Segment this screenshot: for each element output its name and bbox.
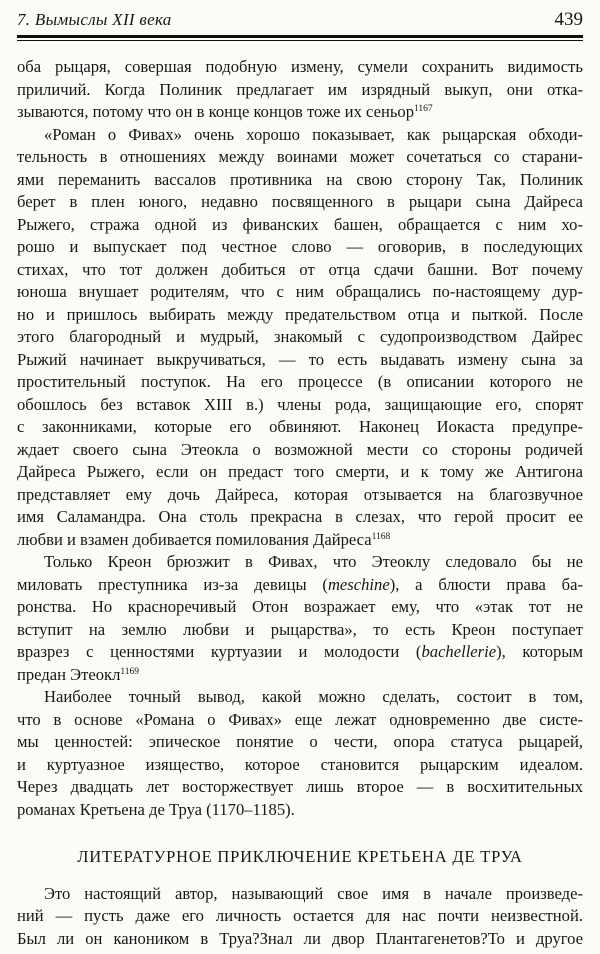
text-line: Это настоящий автор, называющий свое имя в начале произведе- — [44, 883, 583, 903]
text-line: любви и взамен добивается помилования Дайреса$^{1168}$ — [17, 529, 391, 549]
text-line: Наиболее точный вывод, какой можно сделать, состоит в том, — [44, 687, 583, 707]
paragraph — [17, 686, 583, 821]
text-line: мы ценностей: эпическое понятие о чести, опора статуса рыцарей, — [17, 732, 583, 752]
text-line: ронства. Но красноречивый Отон возражает ему, что «этак тот не — [17, 597, 583, 617]
text-line: берет в плен юного, недавно посвященного в рыцари сына Дайреса — [17, 192, 583, 212]
footnote-ref: 1169 — [120, 666, 140, 677]
text-line: тельность в отношениях между воинами может сочетаться со старани- — [17, 147, 583, 167]
text-line: представляет ему дочь Дайреса, которая отзывается на благозвучное — [17, 484, 583, 504]
paragraph — [17, 551, 583, 686]
header-rule-divider — [17, 35, 583, 41]
text-line: «Роман о Фивах» очень хорошо показывает, как рыцарская обходи- — [44, 124, 583, 144]
running-header — [17, 9, 583, 31]
italic-term: meschine — [327, 574, 390, 594]
text-line: вступит на землю любви и рыцарства», то есть Креон поступает — [17, 619, 583, 639]
paragraph — [17, 883, 583, 951]
text-line: оба рыцаря, совершая подобную измену, сумели сохранить видимость — [17, 57, 583, 77]
page-number: 439 — [554, 9, 583, 30]
text-line: юноша внушает родителям, что с ним обращались по-настоящему дур- — [17, 282, 583, 302]
text-line: миловать преступника из-за девицы (meschine), а блюсти права ба- — [17, 574, 583, 594]
footnote-ref: 1167 — [414, 104, 433, 115]
text-line: Дайреса Рыжего, если он предаст того смерти, и к тому же Антигона — [17, 462, 583, 482]
text-line: ями переманить вассалов противника на свою сторону Так, Полиник — [17, 169, 583, 189]
text-line: имя Саламандра. Она столь прекрасна в слезах, что герой просит ее — [17, 507, 583, 527]
italic-term: bachellerie — [421, 642, 497, 662]
text-line: но и пришлось выбирать между предательством отца и пыткой. После — [17, 304, 583, 324]
chapter-title: 7. Вымыслы XII века — [17, 10, 172, 29]
text-body — [17, 56, 583, 950]
text-line: и куртуазное изящество, которое становится рыцарским идеалом. — [17, 754, 583, 774]
text-line: Был ли он каноником в Труа?Знал ли двор Плантагенетов?То и другое — [17, 928, 583, 948]
text-line: романах Кретьена де Труа (1170–1185). — [17, 799, 295, 819]
text-line: этого благородный и мудрый, знакомый с судопроизводством Дайрес — [17, 327, 583, 347]
text-line: стихах, что тот должен добиться от отца сдачи башни. Вот почему — [17, 259, 583, 279]
text-line: вразрез с ценностями куртуазии и молодости (bachellerie), которым — [17, 642, 583, 662]
text-line: обошлось без вставок XIII в.) члены рода, защищающие его, спорят — [17, 394, 583, 414]
text-line: Рыжий начинает выкручиваться, — то есть выдавать измену сына за — [17, 349, 583, 369]
text-line: Рыжего, стража одной из фиванских башен, обращается с ним хо- — [17, 214, 583, 234]
text-line: предан Этеокл$^{1169}$ — [17, 664, 140, 684]
text-line: зываются, потому что он в конце концов тоже их сеньор$^{1167}$ — [17, 102, 433, 122]
text-line: приличий. Когда Полиник предлагает им изрядный выкуп, они отка- — [17, 79, 583, 99]
text-line: Через двадцать лет восторжествует лишь второе — в восхитительных — [17, 777, 583, 797]
text-line: Только Креон брюзжит в Фивах, что Этеоклу следовало бы не — [44, 552, 583, 572]
paragraph — [17, 56, 583, 124]
text-line: рошо и выпускает под честное слово — оговорив, в последующих — [17, 237, 583, 257]
text-line: ждает своего сына Этеокла о возможной мести со стороны родичей — [17, 439, 583, 459]
text-line: простительный поступок. На его процессе (в описании которого не — [17, 372, 583, 392]
text-line: с законниками, которые его обвиняют. Наконец Иокаста предупре- — [17, 417, 583, 437]
footnote-ref: 1168 — [371, 531, 391, 542]
paragraph — [17, 124, 583, 552]
section-heading: ЛИТЕРАТУРНОЕ ПРИКЛЮЧЕНИЕ КРЕТЬЕНА ДЕ ТРУА — [77, 847, 523, 867]
text-line: что в основе «Романа о Фивах» еще лежат одновременно две систе- — [17, 709, 583, 729]
text-line: ний — пусть даже его личность остается для нас почти неизвестной. — [17, 906, 583, 926]
